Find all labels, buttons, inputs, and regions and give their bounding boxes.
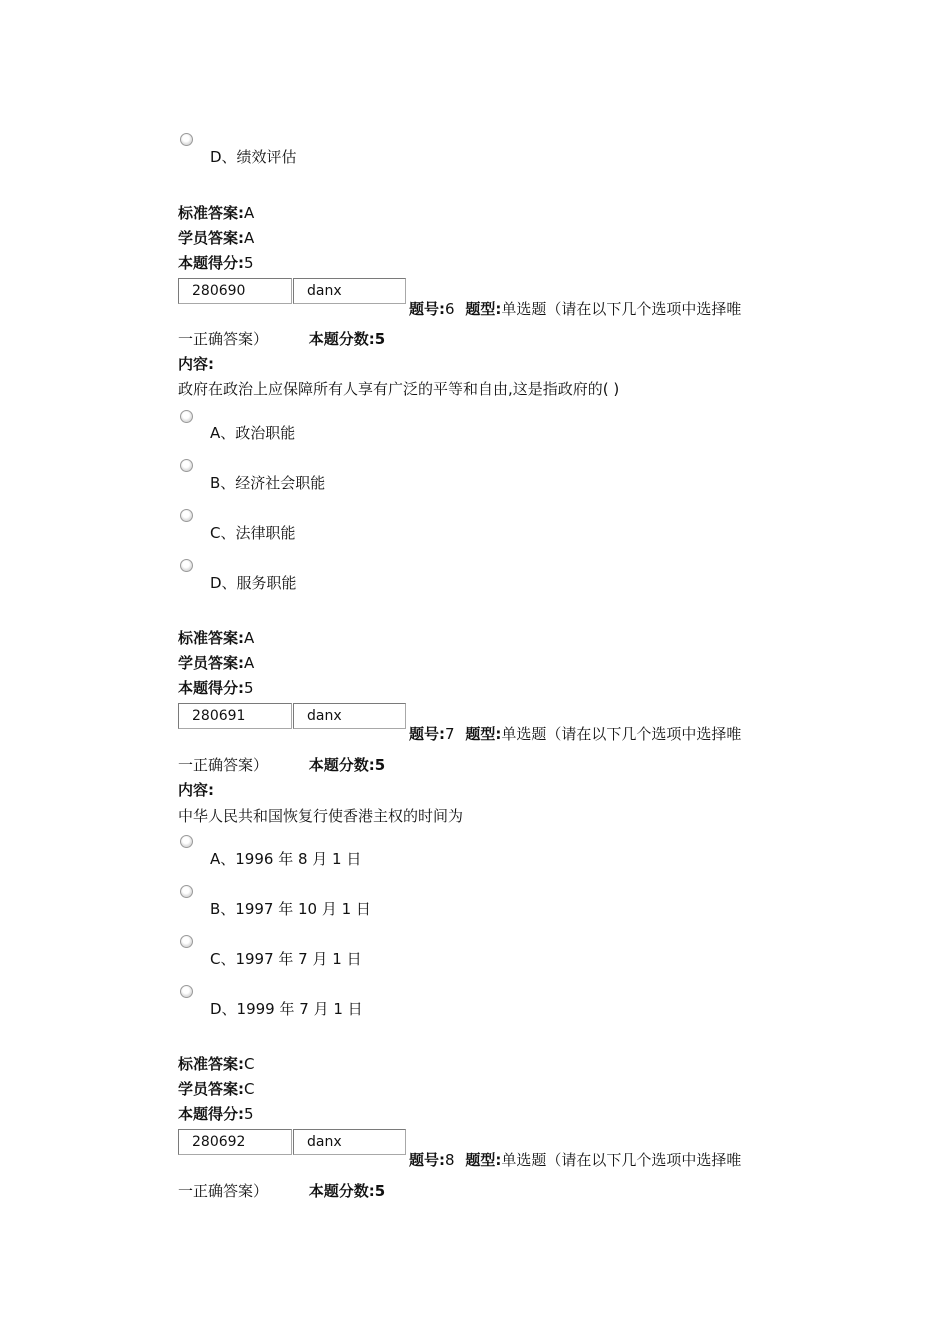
content-label-q6: 内容: bbox=[178, 355, 214, 373]
radio-q7-b[interactable] bbox=[180, 885, 193, 898]
score-q5: 本题得分:5 bbox=[178, 254, 254, 272]
question-code-field-q7[interactable]: danx bbox=[293, 703, 406, 729]
question-id-field-q8[interactable]: 280692 bbox=[178, 1129, 292, 1155]
option-label-q6-b: B、经济社会职能 bbox=[210, 474, 326, 492]
radio-q6-d[interactable] bbox=[180, 559, 193, 572]
content-label-q7: 内容: bbox=[178, 781, 214, 799]
option-label-q7-c: C、1997 年 7 月 1 日 bbox=[210, 950, 362, 968]
question-code-field-q6[interactable]: danx bbox=[293, 278, 406, 304]
radio-q6-b[interactable] bbox=[180, 459, 193, 472]
question-id-field-q7[interactable]: 280691 bbox=[178, 703, 292, 729]
score-q6: 本题得分:5 bbox=[178, 679, 254, 697]
radio-q7-d[interactable] bbox=[180, 985, 193, 998]
stu-answer-q6: 学员答案:A bbox=[178, 654, 255, 672]
question-header-cont-q7: 一正确答案） 本题分数:5 bbox=[178, 756, 386, 774]
question-header-cont-q8: 一正确答案） 本题分数:5 bbox=[178, 1182, 386, 1200]
std-answer-q7: 标准答案:C bbox=[178, 1055, 255, 1073]
option-label-q6-d: D、服务职能 bbox=[210, 574, 297, 592]
stu-answer-q7: 学员答案:C bbox=[178, 1080, 255, 1098]
question-id-field-q6[interactable]: 280690 bbox=[178, 278, 292, 304]
radio-q5-d[interactable] bbox=[180, 133, 193, 146]
option-label-q7-d: D、1999 年 7 月 1 日 bbox=[210, 1000, 363, 1018]
question-header-q8: 题号:8 题型:单选题（请在以下几个选项中选择唯 bbox=[409, 1151, 742, 1169]
radio-q7-a[interactable] bbox=[180, 835, 193, 848]
option-label-q6-c: C、法律职能 bbox=[210, 524, 296, 542]
question-text-q7: 中华人民共和国恢复行使香港主权的时间为 bbox=[178, 807, 464, 825]
std-answer-q5: 标准答案:A bbox=[178, 204, 255, 222]
option-label-q5-d: D、绩效评估 bbox=[210, 148, 297, 166]
radio-q6-c[interactable] bbox=[180, 509, 193, 522]
question-code-field-q8[interactable]: danx bbox=[293, 1129, 406, 1155]
radio-q6-a[interactable] bbox=[180, 410, 193, 423]
option-label-q7-b: B、1997 年 10 月 1 日 bbox=[210, 900, 371, 918]
question-header-q7: 题号:7 题型:单选题（请在以下几个选项中选择唯 bbox=[409, 725, 742, 743]
question-header-cont-q6: 一正确答案） 本题分数:5 bbox=[178, 330, 386, 348]
radio-q7-c[interactable] bbox=[180, 935, 193, 948]
question-header-q6: 题号:6 题型:单选题（请在以下几个选项中选择唯 bbox=[409, 300, 742, 318]
std-answer-q6: 标准答案:A bbox=[178, 629, 255, 647]
question-text-q6: 政府在政治上应保障所有人享有广泛的平等和自由,这是指政府的( ) bbox=[178, 380, 620, 398]
score-q7: 本题得分:5 bbox=[178, 1105, 254, 1123]
option-label-q7-a: A、1996 年 8 月 1 日 bbox=[210, 850, 362, 868]
stu-answer-q5: 学员答案:A bbox=[178, 229, 255, 247]
option-label-q6-a: A、政治职能 bbox=[210, 424, 296, 442]
